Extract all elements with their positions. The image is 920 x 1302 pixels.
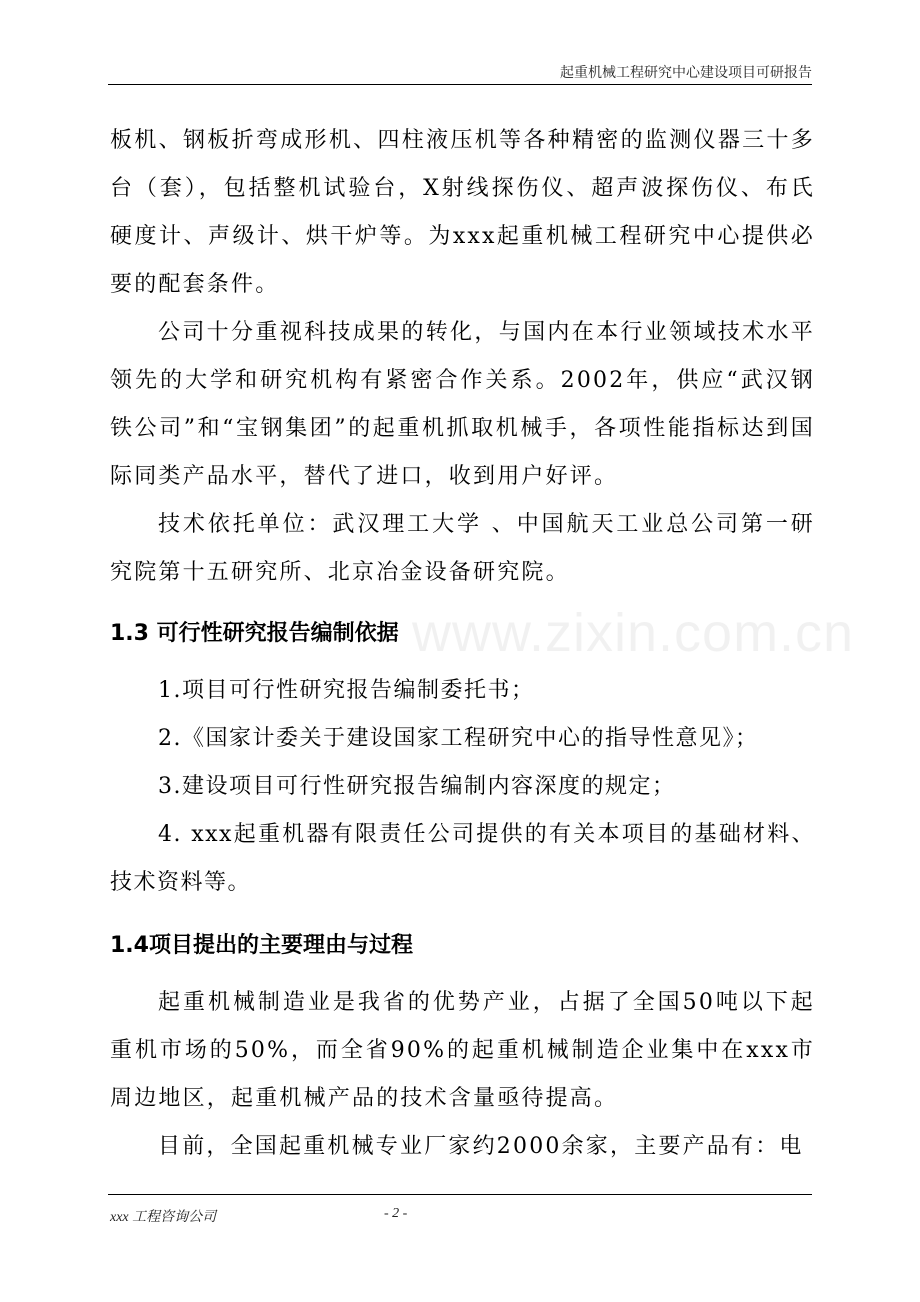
section-heading-1-4: 1.4项目提出的主要理由与过程 (110, 933, 413, 958)
page-number: - 2 - (384, 1206, 408, 1221)
section-heading-1-3: 1.3 可行性研究报告编制依据 (110, 621, 399, 646)
list-item: 4. xxx起重机器有限责任公司提供的有关本项目的基础材料、技术资料等。 (110, 822, 815, 895)
paragraph-continuation: 板机、钢板折弯成形机、四柱液压机等各种精密的监测仪器三十多台（套），包括整机试验台，X射线探伤仪、超声波探伤仪、布氏硬度计、声级计、烘干炉等。为xxx起重机械工程研究中心提供必要的配套条件。 (110, 128, 815, 297)
list-item: 2.《国家计委关于建设国家工程研究中心的指导性意见》； (158, 726, 759, 751)
watermark: www.zixin.com.cn (412, 603, 855, 663)
list-item: 1.项目可行性研究报告编制委托书； (158, 678, 535, 703)
footer-rule (108, 1194, 812, 1195)
paragraph-partners: 技术依托单位：武汉理工大学 、中国航天工业总公司第一研究院第十五研究所、北京冶金设备研究院。 (110, 512, 815, 585)
paragraph-achievements: 公司十分重视科技成果的转化，与国内在本行业领域技术水平领先的大学和研究机构有紧密合作关系。2002年，供应“武汉钢铁公司”和“宝钢集团”的起重机抓取机械手，各项性能指标达到国际同类产品水平，替代了进口，收到用户好评。 (110, 320, 815, 489)
paragraph-manufacturers: 目前，全国起重机械专业厂家约2000余家，主要产品有：电 (158, 1134, 804, 1159)
header-rule (108, 84, 812, 85)
footer-company: xxx 工程咨询公司 (110, 1210, 217, 1225)
list-item: 3.建设项目可行性研究报告编制内容深度的规定； (158, 774, 676, 799)
running-header: 起重机械工程研究中心建设项目可研报告 (560, 65, 812, 81)
paragraph-industry: 起重机械制造业是我省的优势产业，占据了全国50吨以下起重机市场的50%，而全省90%的起重机械制造企业集中在xxx市周边地区，起重机械产品的技术含量亟待提高。 (110, 990, 815, 1111)
